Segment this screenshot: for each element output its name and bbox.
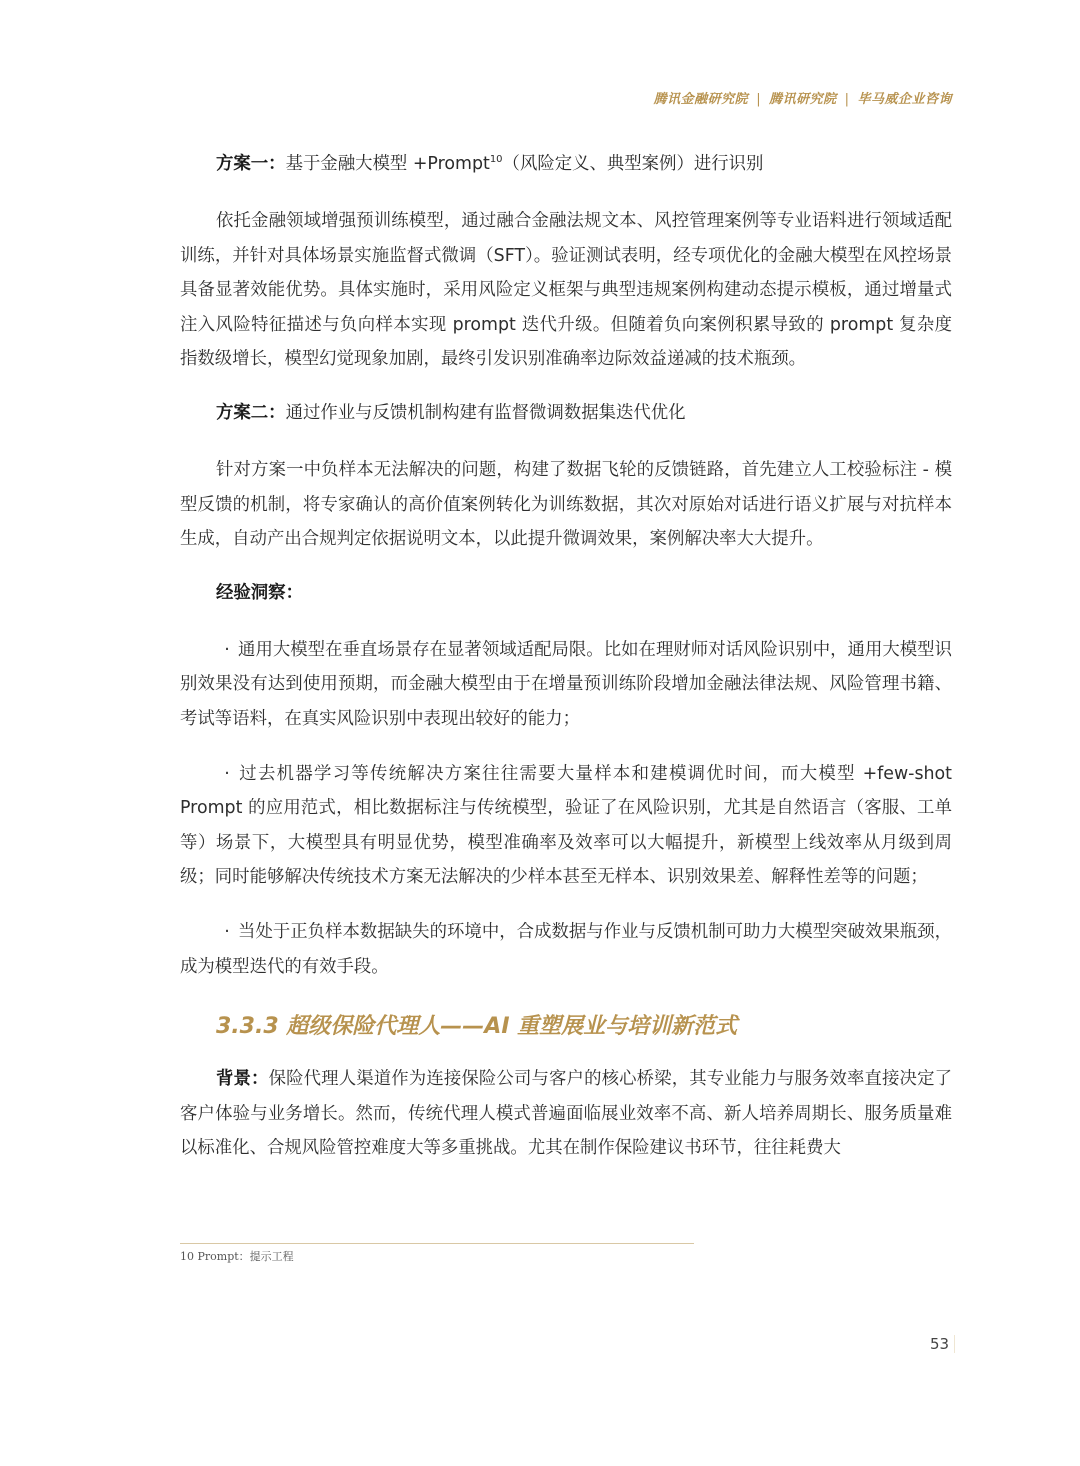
plan2-body: 针对方案一中负样本无法解决的问题，构建了数据飞轮的反馈链路，首先建立人工校验标注 - 模型反馈的机制，将专家确认的高价值案例转化为训练数据，其次对原始对话进行语义扩展与对抗样本生成，自动产出合规判定依据说明文本，以此提升微调效果，案例解决率大大提升。 (180, 459, 952, 550)
bullet-icon: · (224, 921, 230, 942)
header-separator: | (844, 92, 850, 107)
insights-heading (180, 579, 952, 607)
plan1-label: 方案一： (216, 154, 286, 174)
plan1-body: 依托金融领域增强预训练模型，通过融合金融法规文本、风控管理案例等专业语料进行领域适配训练，并针对具体场景实施监督式微调（SFT）。验证测试表明，经专项优化的金融大模型在风控场景具备显著效能优势。具体实施时，采用风险定义框架与典型违规案例构建动态提示模板，通过增量式注入风险特征描述与负向样本实现 prompt 迭代升级。但随着负向案例积累导致的 prompt 复杂度指数级增长，模型幻觉现象加剧，最终引发识别准确率边际效益递减的技术瓶颈。 (180, 211, 952, 370)
background-paragraph (180, 1062, 952, 1166)
insight-item (180, 633, 952, 737)
insight-item-text: 过去机器学习等传统解决方案往往需要大量样本和建模调优时间，而大模型 +few-shot Prompt 的应用范式，相比数据标注与传统模型，验证了在风险识别，尤其是自然语言（客服、工单等）场景下，大模型具有明显优势，模型准确率及效率可以大幅提升，新模型上线效率从月级到周级；同时能够解决传统技术方案无法解决的少样本甚至无样本、识别效果差、解释性差等的问题； (180, 763, 952, 888)
insights-label: 经验洞察： (216, 582, 303, 603)
header-separator: | (756, 92, 762, 107)
plan2-label: 方案二： (216, 402, 286, 423)
header-org-tencent-finance: 腾讯金融研究院 (653, 92, 749, 107)
header-org-kpmg: 毕马威企业咨询 (857, 92, 952, 107)
plan1-heading (180, 150, 952, 178)
background-body: 保险代理人渠道作为连接保险公司与客户的核心桥梁，其专业能力与服务效率直接决定了客户体验与业务增长。然而，传统代理人模式普遍面临展业效率不高、新人培养周期长、服务质量难以标准化、合规风险管控难度大等多重挑战。尤其在制作保险建议书环节，往往耗费大 (180, 1069, 952, 1159)
plan1-title-pre: 基于金融大模型 +Prompt (285, 154, 490, 174)
plan2-heading (180, 399, 952, 427)
insight-item (180, 757, 952, 895)
page-number: 53 (930, 1335, 955, 1353)
insight-item-text: 当处于正负样本数据缺失的环境中，合成数据与作业与反馈机制可助力大模型突破效果瓶颈，成为模型迭代的有效手段。 (180, 921, 952, 977)
main-content (180, 150, 952, 1166)
footnote-divider (180, 1243, 694, 1244)
plan2-title: 通过作业与反馈机制构建有监督微调数据集迭代优化 (285, 402, 686, 423)
header-org-tencent-research: 腾讯研究院 (769, 92, 837, 107)
footnote-ref: 10 (489, 154, 503, 166)
bullet-icon: · (224, 639, 230, 660)
section-title: 3.3.3 超级保险代理人——AI 重塑展业与培训新范式 (216, 1014, 738, 1040)
bullet-icon: · (224, 763, 230, 784)
page-header (654, 88, 952, 107)
background-label: 背景： (216, 1069, 269, 1090)
plan1-title-post: （风险定义、典型案例）进行识别 (502, 154, 764, 174)
insight-item-text: 通用大模型在垂直场景存在显著领域适配局限。比如在理财师对话风险识别中，通用大模型识别效果没有达到使用预期，而金融大模型由于在增量预训练阶段增加金融法律法规、风险管理书籍、考试等语料，在真实风险识别中表现出较好的能力； (180, 639, 952, 729)
footnote: 10 Prompt：提示工程 (180, 1250, 294, 1263)
insight-item (180, 915, 952, 984)
